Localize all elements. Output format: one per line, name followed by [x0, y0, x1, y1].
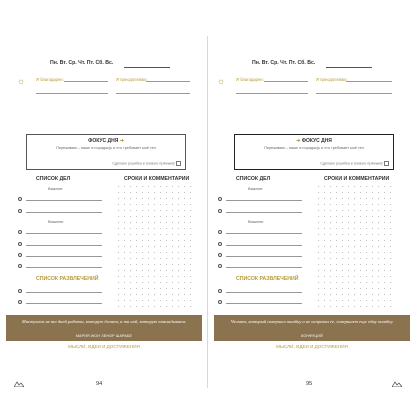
- task-line[interactable]: [26, 256, 102, 257]
- overcome-label: Я преодолеваю:: [116, 77, 148, 82]
- task-line[interactable]: [26, 292, 102, 293]
- important-label: Важное:: [48, 186, 64, 191]
- task-circle[interactable]: [18, 264, 22, 268]
- task-circle[interactable]: [218, 197, 222, 201]
- notes-title: СРОКИ И КОММЕНТАРИИ: [324, 176, 390, 182]
- task-circle[interactable]: [18, 230, 22, 234]
- book-gutter: [207, 36, 208, 388]
- quote-author: КОНФУЦИЙ: [301, 334, 323, 338]
- important-label: Важное:: [248, 186, 264, 191]
- task-line[interactable]: [226, 267, 302, 268]
- tasks-title: СПИСОК ДЕЛ: [36, 176, 71, 182]
- overcome-line-2[interactable]: [116, 93, 190, 94]
- weekday-list: Пн. Вт. Ср. Чт. Пт. Сб. Вс.: [252, 60, 316, 66]
- grateful-label: Я благодарен:: [236, 77, 264, 82]
- task-line[interactable]: [26, 200, 102, 201]
- focus-title: ФОКУС ДНЯ ➜: [88, 138, 124, 144]
- page-number: 94: [96, 381, 103, 387]
- focus-subtitle: Переживаю – наше в порядок(ь и что требовает моё тел: [56, 146, 156, 150]
- fun-title: СПИСОК РАЗВЛЕЧЕНИЙ: [36, 276, 99, 282]
- task-line[interactable]: [226, 233, 302, 234]
- task-line[interactable]: [226, 256, 302, 257]
- focus-subtitle: Переживаю – наше в порядок(ь и что требовает моё тел: [264, 146, 364, 150]
- fun-title: СПИСОК РАЗВЛЕЧЕНИЙ: [236, 276, 299, 282]
- quote-author: МАРИЯ ЖОН ЗЕНОР ШАРАБЕ: [75, 334, 133, 338]
- task-circle[interactable]: [18, 242, 22, 246]
- grateful-line[interactable]: [264, 81, 308, 82]
- arrow-icon: ➜: [119, 138, 124, 144]
- sun-icon: ☼: [216, 76, 226, 86]
- quote-text: Человек, который совершил ошибку и не исправил ее, совершает еще одну ошибку.: [230, 319, 394, 324]
- task-circle[interactable]: [218, 300, 222, 304]
- task-circle[interactable]: [218, 209, 222, 213]
- task-line[interactable]: [226, 212, 302, 213]
- task-line[interactable]: [226, 292, 302, 293]
- other-label: Вишнев:: [248, 219, 264, 224]
- done-checkbox[interactable]: [384, 161, 389, 166]
- tasks-title: СПИСОК ДЕЛ: [236, 176, 271, 182]
- quote-banner: [6, 315, 202, 341]
- overcome-line[interactable]: [146, 81, 190, 82]
- weekday-list: Пн. Вт. Ср. Чт. Пт. Сб. Вс.: [50, 60, 114, 66]
- overcome-line[interactable]: [346, 81, 392, 82]
- page-right: [214, 36, 410, 388]
- sun-icon: ☼: [16, 76, 26, 86]
- logo-icon: [392, 381, 402, 387]
- page-number: 95: [306, 381, 313, 387]
- task-circle[interactable]: [18, 253, 22, 257]
- page-left: [6, 36, 202, 388]
- grateful-line[interactable]: [64, 81, 108, 82]
- task-circle[interactable]: [18, 300, 22, 304]
- section-footer: МЫСЛИ, ИДЕИ И ДОСТИЖЕНИЯ: [68, 344, 140, 349]
- task-circle[interactable]: [18, 197, 22, 201]
- quote-banner: [214, 315, 410, 341]
- done-checkbox[interactable]: [176, 161, 181, 166]
- task-circle[interactable]: [218, 289, 222, 293]
- task-line[interactable]: [226, 303, 302, 304]
- grateful-label: Я благодарен:: [36, 77, 64, 82]
- notes-title: СРОКИ И КОММЕНТАРИИ: [124, 176, 190, 182]
- date-line[interactable]: [326, 67, 372, 68]
- overcome-line-2[interactable]: [316, 93, 392, 94]
- date-line[interactable]: [124, 67, 170, 68]
- overcome-label: Я преодолеваю:: [316, 77, 348, 82]
- task-circle[interactable]: [218, 264, 222, 268]
- task-line[interactable]: [26, 267, 102, 268]
- grateful-line-2[interactable]: [236, 93, 308, 94]
- task-line[interactable]: [26, 303, 102, 304]
- quote-text: Мистулаем не та дней работы, которую делаем, а та ной, которую откладываем.: [21, 319, 187, 324]
- task-line[interactable]: [226, 200, 302, 201]
- arrow-icon: ➜: [296, 138, 301, 144]
- task-circle[interactable]: [218, 253, 222, 257]
- focus-of-day-box[interactable]: [26, 134, 186, 170]
- dot-grid[interactable]: [318, 186, 392, 310]
- task-line[interactable]: [26, 212, 102, 213]
- dot-grid[interactable]: [118, 186, 190, 310]
- grateful-line-2[interactable]: [36, 93, 108, 94]
- other-label: Вишнев:: [48, 219, 64, 224]
- focus-done[interactable]: Сделано (ошибка в тревоге прямым)!: [112, 161, 181, 166]
- task-line[interactable]: [26, 245, 102, 246]
- focus-done[interactable]: Сделано (ошибка в тревоге прямым)!: [320, 161, 389, 166]
- task-circle[interactable]: [18, 289, 22, 293]
- focus-of-day-box[interactable]: [234, 134, 394, 170]
- focus-title: ➜ ФОКУС ДНЯ: [296, 138, 332, 144]
- section-footer: МЫСЛИ, ИДЕИ И ДОСТИЖЕНИЯ: [276, 344, 348, 349]
- task-circle[interactable]: [218, 242, 222, 246]
- logo-icon: [14, 381, 24, 387]
- task-line[interactable]: [26, 233, 102, 234]
- task-circle[interactable]: [218, 230, 222, 234]
- task-line[interactable]: [226, 245, 302, 246]
- task-circle[interactable]: [18, 209, 22, 213]
